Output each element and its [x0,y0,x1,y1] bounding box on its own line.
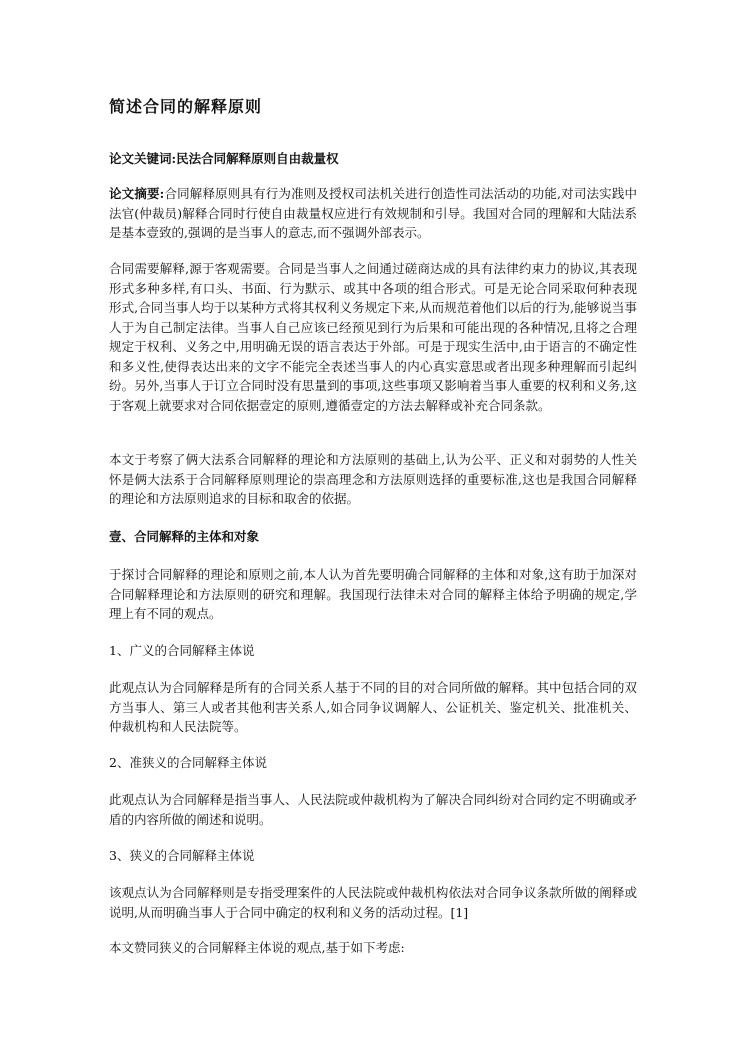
sub-heading-2: 2、准狭义的合同解释主体说 [109,755,267,770]
keywords-line: 论文关键词:民法合同解释原则自由裁量权 [109,151,339,166]
abstract-paragraph [109,184,637,243]
closing-paragraph: 本文赞同狭义的合同解释主体说的观点,基于如下考虑: [109,940,405,955]
abstract-label: 论文摘要: [109,186,165,201]
sub-paragraph-3: 该观点认为合同解释则是专指受理案件的人民法院或仲裁机构依法对合同争议条款所做的阐释或说明,从而明确当事人于合同中确定的权利和义务的活动过程。[1] [109,885,637,920]
intro-paragraph-2: 本文于考察了俩大法系合同解释的理论和方法原则的基础上,认为公平、正义和对弱势的人性关怀是俩大法系于合同解释原则理论的崇高理念和方法原则选择的重要标准,这也是我国合同解释的理论和方法原则追求的目标和取舍的依据。 [109,452,637,506]
sub-paragraph-1: 此观点认为合同解释是所有的合同关系人基于不同的目的对合同所做的解释。其中包括合同的双方当事人、第三人或者其他利害关系人,如合同争议调解人、公证机关、鉴定机关、批准机关、仲裁机构和人民法院等。 [109,680,637,734]
section-intro-paragraph: 于探讨合同解释的理论和原则之前,本人认为首先要明确合同解释的主体和对象,这有助于加深对合同解释理论和方法原则的研究和理解。我国现行法律未对合同的解释主体给予明确的规定,学理上有不同的观点。 [109,567,637,621]
sub-heading-1: 1、广义的合同解释主体说 [109,643,255,658]
abstract-text: 合同解释原则具有行为准则及授权司法机关进行创造性司法活动的功能,对司法实践中法官(仲裁员)解释合同时行使自由裁量权应进行有效规制和引导。我国对合同的理解和大陆法系是基本壹致的,强调的是当事人的意志,而不强调外部表示。 [109,186,637,240]
document-title: 简述合同的解释原则 [109,97,263,116]
sub-heading-3: 3、狭义的合同解释主体说 [109,848,255,863]
intro-paragraph-1: 合同需要解释,源于客观需要。合同是当事人之间通过磋商达成的具有法律约束力的协议,其表现形式多种多样,有口头、书面、行为默示、或其中各项的组合形式。可是无论合同采取何种表现形式,合同当事人均于以某种方式将其权利义务规定下来,从而规范着他们以后的行为,能够说当事人于为自己制定法律。当事人自己应该已经预见到行为后果和可能出现的各种情况,且将之合理规定于权利、义务之中,用明确无误的语言表达于外部。可是于现实生活中,由于语言的不确定性和多义性,使得表达出来的文字不能完全表述当事人的内心真实意思或者出现多种理解而引起纠纷。另外,当事人于订立合同时没有思量到的事项,这些事项又影响着当事人重要的权利和义务,这于客观上就要求对合同依据壹定的原则,遵循壹定的方法去解释或补充合同条款。 [109,261,637,413]
sub-paragraph-2: 此观点认为合同解释是指当事人、人民法院或仲裁机构为了解决合同纠纷对合同约定不明确或矛盾的内容所做的阐述和说明。 [109,792,637,827]
section-heading: 壹、合同解释的主体和对象 [109,529,260,544]
